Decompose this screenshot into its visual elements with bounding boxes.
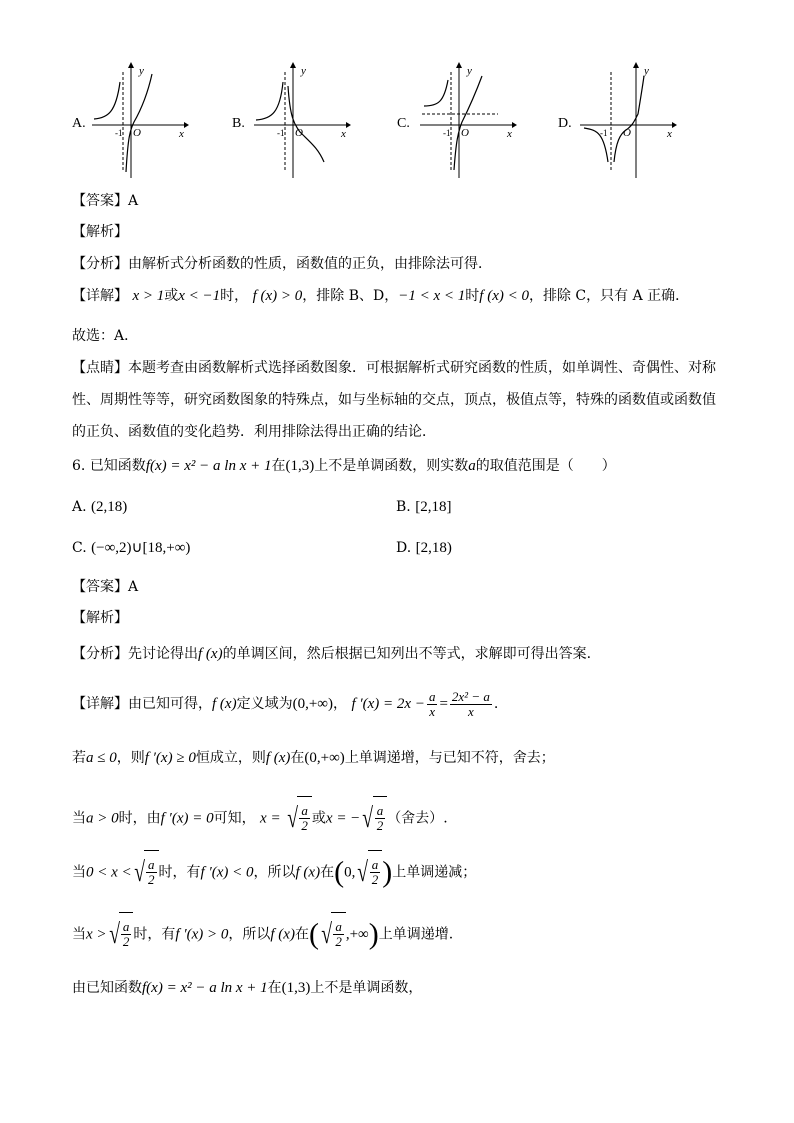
graph-d-icon — [578, 62, 678, 180]
sqrt-a-over-2: √ $\frac{a}{2}$ — [319, 912, 346, 957]
origin-label: O — [133, 127, 141, 139]
q5-dianjing-1: 【点睛】本题考查由函数解析式选择函数图象．可根据解析式研究函数的性质，如单调性、奇偶性、对称 — [72, 360, 716, 376]
svg-text:O: O — [295, 127, 303, 139]
q5-dianjing-2: 性、周期性等等，研究函数图象的特殊点，如与坐标轴的交点，顶点，极值点等，特殊的函数值或函数值 — [72, 392, 716, 408]
q6-analysis-tag: 【解析】 — [72, 610, 128, 626]
q5-fenxi: 【分析】由解析式分析函数的性质，函数值的正负，由排除法可得． — [72, 256, 492, 272]
q5-answer — [72, 191, 138, 211]
q6-stem: 6. 已知函数f(x) = x² − a ln x + 1在(1,3)上不是单调函数，则实数a的取值范围是（ ） — [72, 458, 616, 474]
q6-detail-3: 当a > 0时，由f ′(x) = 0可知， x = √ $\frac{a}{2}$ 或x = −√ $\frac{a}{2}$ （舍去）. — [72, 796, 448, 841]
sqrt-a-over-2: √ $\frac{a}{2}$ — [355, 850, 382, 895]
svg-text:x: x — [341, 128, 346, 140]
q6-answer: 【答案】A — [72, 579, 139, 595]
q6-option-b: B. [2,18] — [396, 499, 452, 515]
svg-text:x: x — [507, 128, 512, 140]
q6-detail-5: 当x >√ $\frac{a}{2}$ 时，有f ′(x) > 0，所以f (x)在(√ $\frac{a}{2}$ ,+∞)上单调递增. — [72, 912, 453, 957]
sqrt-a-over-2: √ $\frac{a}{2}$ — [285, 796, 312, 841]
sqrt-a-over-2: √ $\frac{a}{2}$ — [107, 912, 134, 957]
x-axis-label: x — [179, 128, 184, 140]
option-c-letter: C. — [397, 116, 410, 131]
option-d-letter: D. — [558, 116, 572, 131]
graph-a-icon — [90, 62, 190, 180]
q6-option-a: A. (2,18) — [72, 499, 128, 515]
q6-detail-1: 【详解】由已知可得，f (x)定义域为(0,+∞)， f ′(x) = 2x − $\frac{a}{x}$ = $\frac{\text{2x² − a}}{x}$ . — [72, 688, 499, 719]
q6-option-d: D. [2,18) — [396, 540, 452, 556]
svg-text:-1: -1 — [443, 128, 451, 138]
svg-text:y: y — [644, 65, 649, 77]
y-axis-label: y — [139, 65, 144, 77]
svg-text:-1: -1 — [600, 128, 608, 138]
graph-b-icon — [252, 62, 352, 180]
graph-c-icon — [418, 62, 518, 180]
svg-text:y: y — [467, 65, 472, 77]
sqrt-a-over-2: √ $\frac{a}{2}$ — [132, 850, 159, 895]
svg-text:-1: -1 — [277, 128, 285, 138]
fraction: $\frac{\text{2x² − a}}{x}$ — [451, 688, 490, 719]
svg-text:y: y — [301, 65, 306, 77]
q5-analysis-tag: 【解析】 — [72, 224, 128, 240]
q6-fenxi: 【分析】先讨论得出f (x)的单调区间，然后根据已知列出不等式，求解即可得出答案. — [72, 646, 592, 662]
option-a-letter: A. — [72, 116, 86, 131]
q5-dianjing-3: 的正负、函数值的变化趋势．利用排除法得出正确的结论． — [72, 424, 436, 440]
svg-text:O: O — [623, 127, 631, 139]
answer-tag: 【答案】 — [72, 193, 128, 209]
q6-detail-2: 若a ≤ 0，则f ′(x) ≥ 0恒成立，则f (x)在(0,+∞)上单调递增，与已知不符，舍去； — [72, 750, 555, 766]
neg-one-label: -1 — [115, 128, 123, 138]
q5-choose: 故选：A． — [72, 328, 139, 344]
q6-option-c: C. (−∞,2)∪[18,+∞) — [72, 540, 191, 556]
fraction: $\frac{a}{x}$ — [428, 688, 436, 719]
answer-value: A — [128, 193, 139, 209]
svg-text:O: O — [461, 127, 469, 139]
q6-detail-6: 由已知函数f(x) = x² − a ln x + 1在(1,3)上不是单调函数， — [72, 980, 423, 996]
svg-text:x: x — [667, 128, 672, 140]
sqrt-a-over-2: √ $\frac{a}{2}$ — [360, 796, 387, 841]
option-b-letter: B. — [232, 116, 245, 131]
q5-xiangjie: 【详解】 x > 1或x < −1时， f (x) > 0，排除 B、D，−1 < x < 1时f (x) < 0，排除 C，只有 A 正确． — [72, 288, 690, 304]
q6-detail-4: 当0 < x <√ $\frac{a}{2}$ 时，有f ′(x) < 0，所以f (x)在(0,√ $\frac{a}{2}$ )上单调递减； — [72, 850, 476, 895]
